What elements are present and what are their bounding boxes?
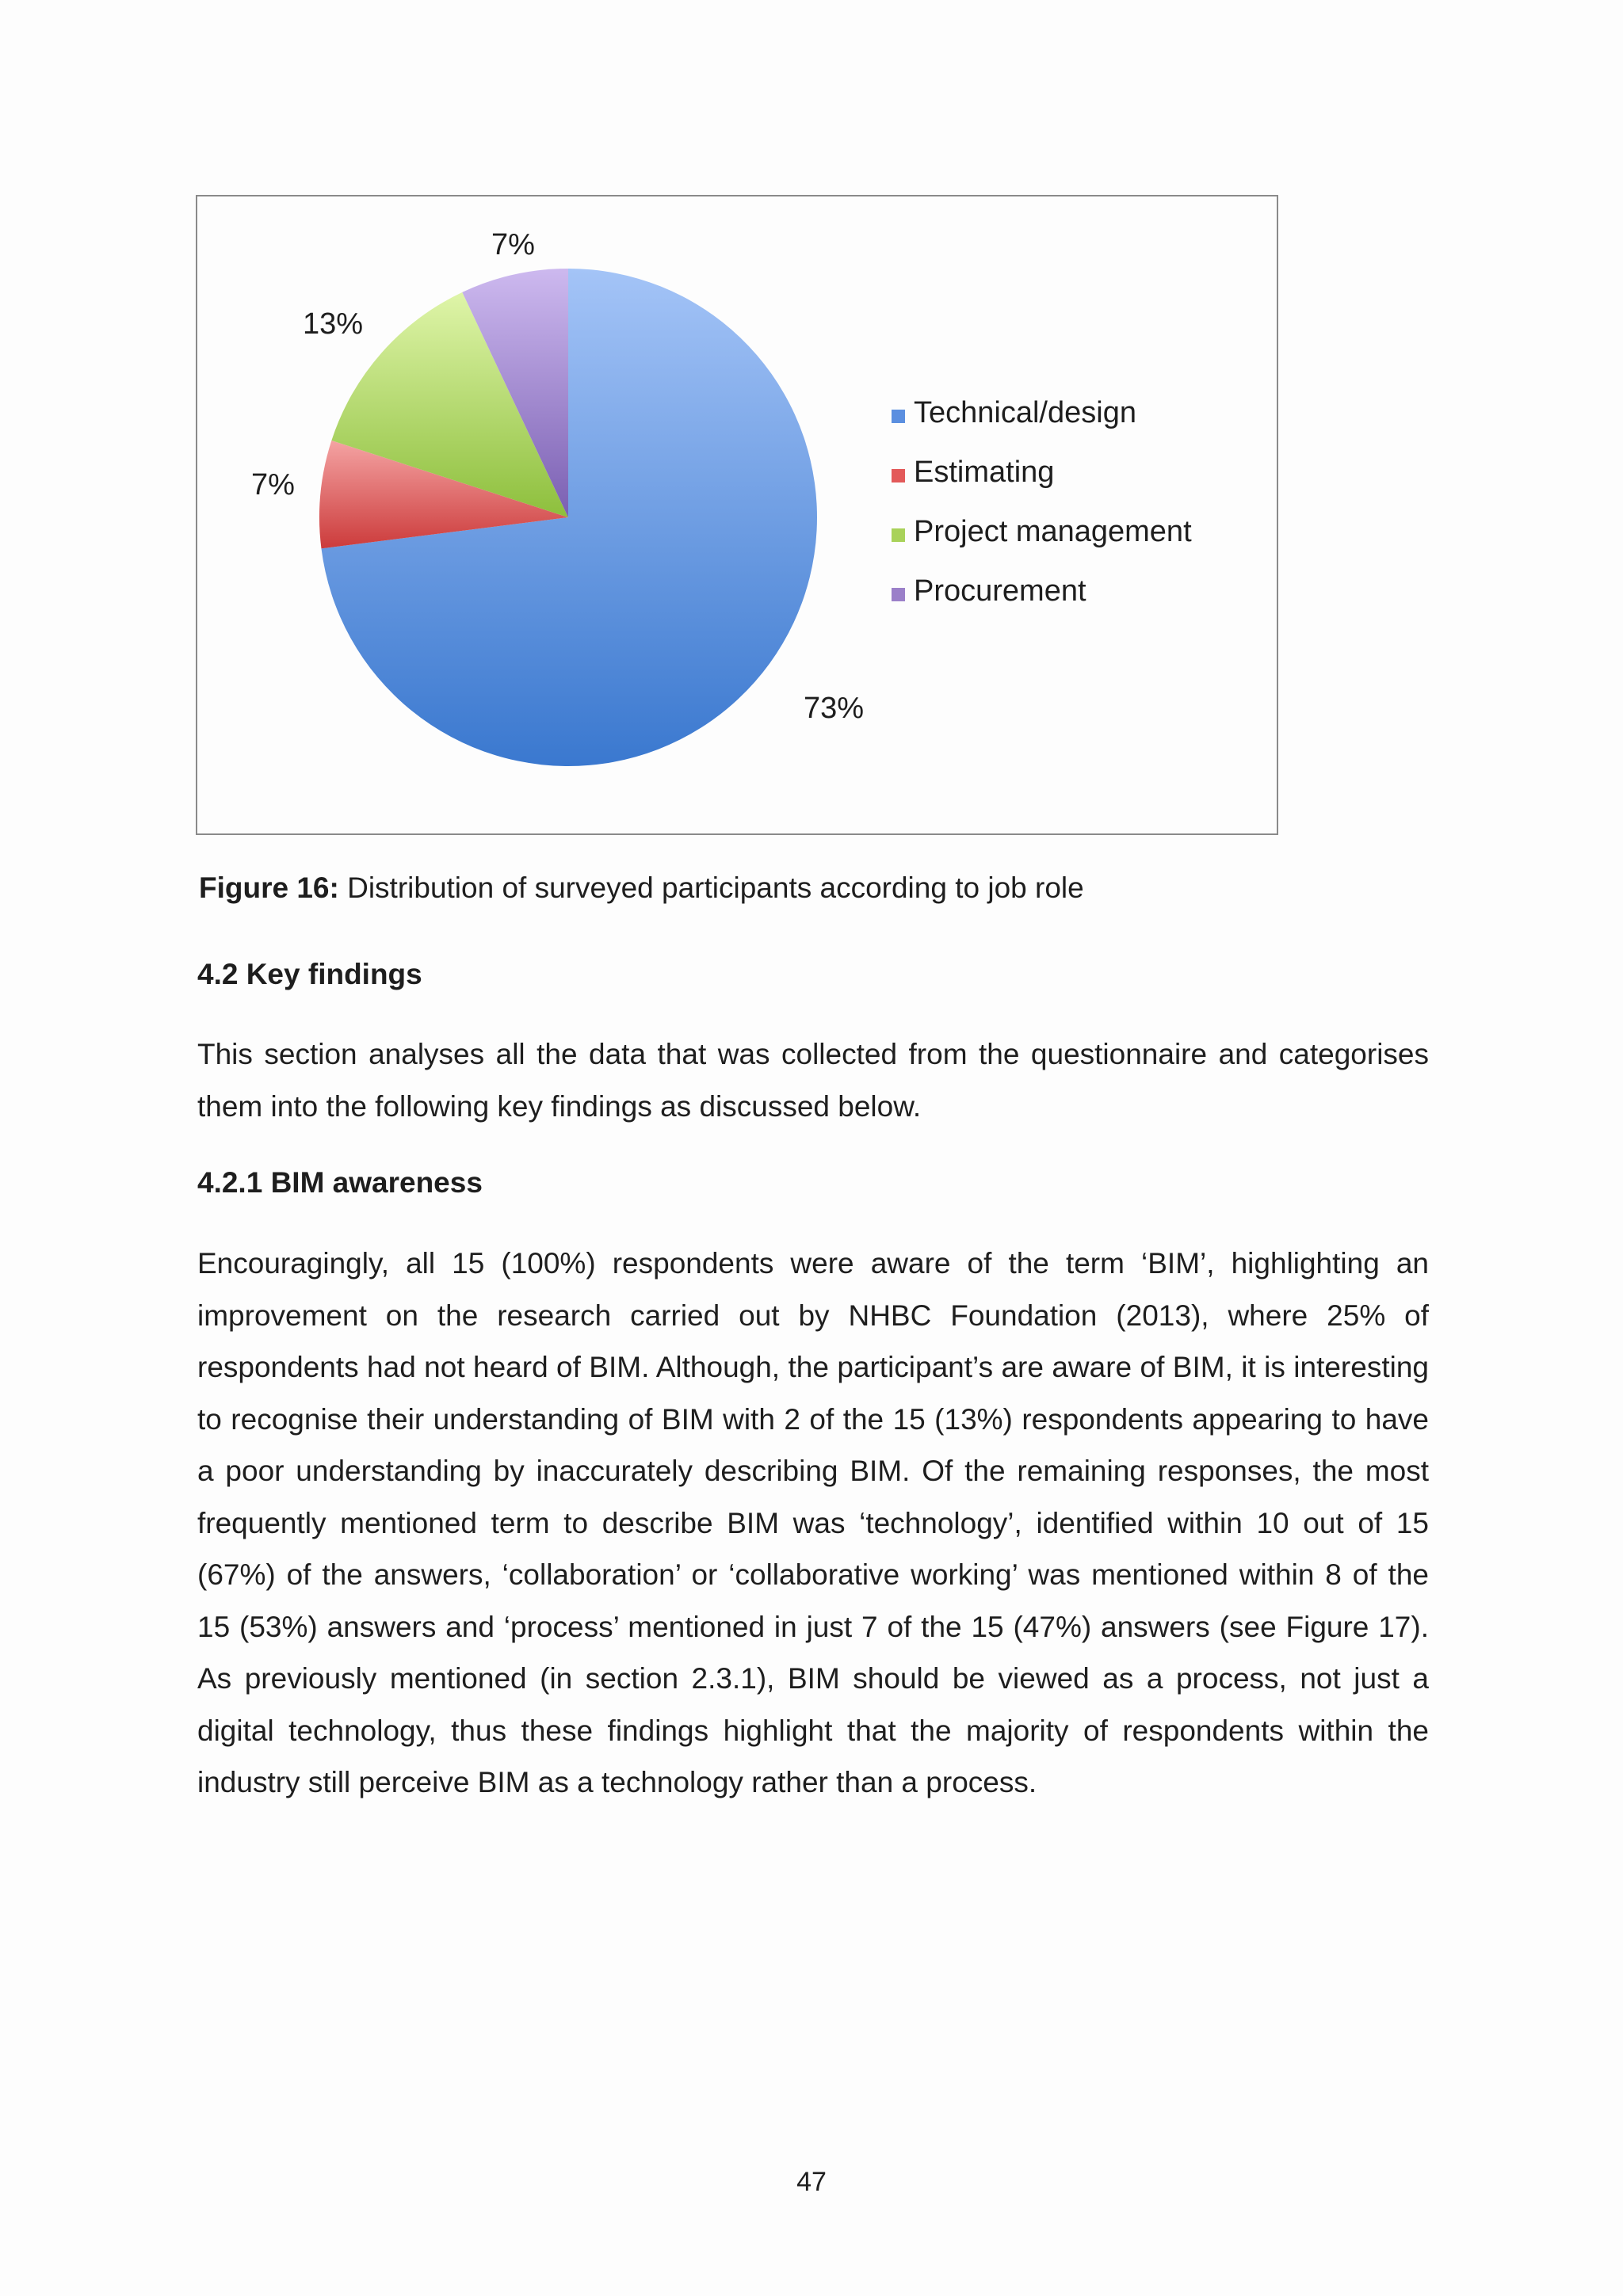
data-label-procurement: 7%	[491, 228, 535, 261]
figure-caption-text: Distribution of surveyed participants according to job role	[347, 871, 1084, 904]
legend-swatch-procurement	[892, 588, 905, 601]
section-heading-key-findings: 4.2 Key findings	[197, 958, 422, 990]
legend-swatch-estimating	[892, 469, 905, 482]
legend-label-estimating: Estimating	[914, 456, 1055, 489]
pie-chart	[197, 196, 1280, 837]
data-label-estimating: 7%	[251, 468, 295, 502]
legend-label-procurement: Procurement	[914, 574, 1086, 608]
page-number: 47	[796, 2167, 827, 2197]
legend-swatch-technical-design	[892, 410, 905, 423]
section-heading-bim-awareness: 4.2.1 BIM awareness	[197, 1166, 483, 1199]
data-label-technical-design: 73%	[804, 692, 865, 725]
figure-caption	[199, 868, 1084, 908]
paragraph-bim-awareness: Encouragingly, all 15 (100%) respondents were aware of the term ‘BIM’, highlighting an improvement on the research carried out by NHBC Foundation (2013), where 25% of respondents had not heard of BIM. Although, the participant’s are aware of BIM, it is interesting to recognise their understanding of BIM with 2 of the 15 (13%) respondents appearing to have a poor understanding by inaccurately describing BIM. Of the remaining responses, the most frequently mentioned term to describe BIM was ‘technology’, identified within 10 out of 15 (67%) of the answers, ‘collaboration’ or ‘collaborative working’ was mentioned within 8 of the 15 (53%) answers and ‘process’ mentioned in just 7 of the 15 (47%) answers (see Figure 17). As previously mentioned (in section 2.3.1), BIM should be viewed as a process, not just a digital technology, thus these findings highlight that the majority of respondents within the industry still perceive BIM as a technology rather than a process.	[197, 1247, 1429, 1798]
pie-chart-frame	[196, 195, 1278, 835]
figure-label: Figure 16:	[199, 871, 339, 904]
data-label-project-management: 13%	[303, 307, 364, 341]
legend-label-technical-design: Technical/design	[914, 396, 1136, 429]
paragraph-key-findings: This section analyses all the data that was collected from the questionnaire and categorises them into the following key findings as discussed below.	[197, 1038, 1429, 1123]
legend-swatch-project-management	[892, 528, 905, 542]
legend-label-project-management: Project management	[914, 515, 1192, 548]
